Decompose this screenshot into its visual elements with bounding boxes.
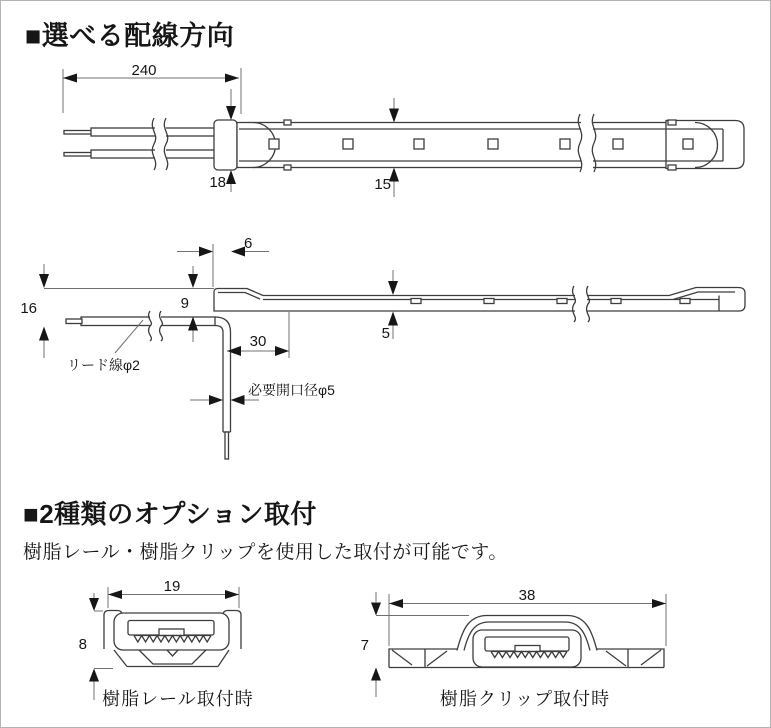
- dim-7-label: 7: [360, 637, 369, 654]
- wire-connector: [214, 120, 237, 170]
- top-view-drawing: [63, 62, 744, 197]
- dim-16: [20, 264, 49, 358]
- lead-wire-callout: [67, 320, 143, 373]
- rail-caption: 樹脂レール取付時: [102, 689, 254, 709]
- resin-rail-drawing: [79, 578, 241, 700]
- strip-body-side-view: [214, 285, 745, 323]
- resin-clip-drawing: [361, 587, 666, 697]
- strip-body-top-view: [214, 114, 744, 175]
- dim-18-label: 18: [209, 174, 226, 191]
- dim-30: [227, 312, 289, 358]
- lead-wire-side-view: [66, 311, 231, 459]
- opening-diameter-label: 必要開口径φ5: [248, 382, 335, 398]
- clip-profile: [389, 616, 664, 668]
- technical-drawing-canvas: [1, 1, 771, 728]
- dim-19: [108, 578, 239, 608]
- dim-15-label: 15: [374, 176, 391, 193]
- dim-7: [361, 592, 469, 697]
- rail-profile: [104, 611, 241, 667]
- lead-wire-label: リード線φ2: [67, 357, 140, 373]
- wiring-direction-heading: ■選べる配線方向: [25, 21, 235, 51]
- dim-30-label: 30: [249, 333, 267, 350]
- dim-16-label: 16: [20, 300, 37, 317]
- dim-240: [63, 62, 241, 114]
- dim-9: [181, 266, 198, 342]
- option-mount-heading: ■2種類のオプション取付: [23, 499, 317, 529]
- dim-240-label: 240: [131, 62, 157, 79]
- strip-break-side-view: [573, 285, 590, 323]
- opening-diameter-callout: [190, 382, 335, 405]
- option-mount-description: 樹脂レール・樹脂クリップを使用した取付が可能です。: [23, 542, 508, 563]
- clip-left-wing: [389, 649, 457, 668]
- dim-19-label: 19: [163, 578, 181, 595]
- dim-6-label: 6: [244, 235, 253, 252]
- dim-5-label: 5: [381, 325, 390, 342]
- lead-wires-top-view: [64, 118, 216, 170]
- side-view-drawing: [20, 235, 745, 459]
- dim-8: [79, 593, 113, 700]
- clip-caption: 樹脂クリップ取付時: [439, 689, 611, 709]
- dim-9-label: 9: [180, 295, 189, 312]
- dim-8-label: 8: [78, 636, 87, 653]
- clip-right-wing: [597, 649, 664, 668]
- dim-38-label: 38: [518, 587, 536, 604]
